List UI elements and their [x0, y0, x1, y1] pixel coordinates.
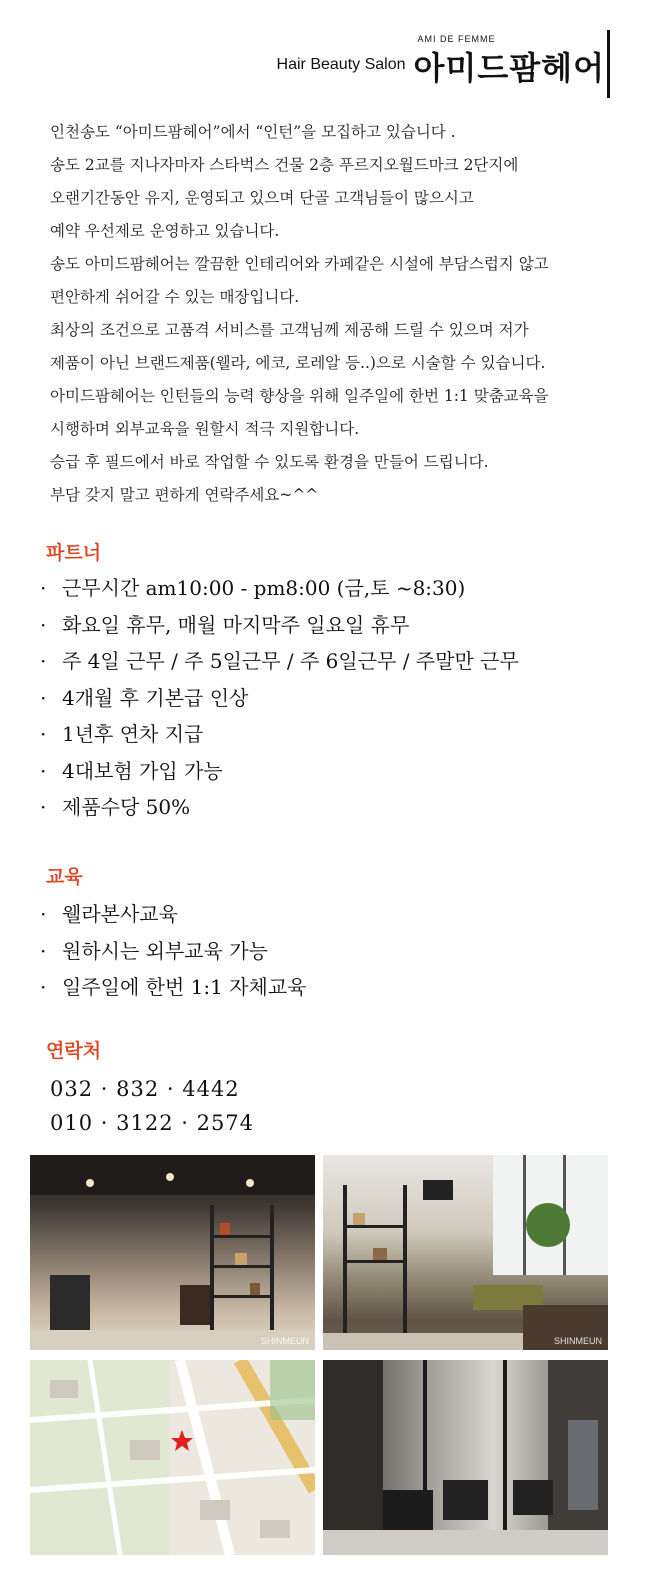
- photo-credit: SHINMEUN: [553, 1336, 602, 1346]
- bullet-icon: ·: [40, 795, 47, 819]
- partner-section-title: 파트너: [46, 542, 102, 564]
- list-item-text: 1년후 연차 지급: [62, 722, 204, 746]
- list-item-text: 근무시간 am10:00 - pm8:00 (금,토 ~8:30): [62, 576, 466, 600]
- bullet-icon: ·: [40, 685, 47, 710]
- intro-text: [50, 116, 620, 512]
- intro-line: 예약 우선제로 운영하고 있습니다.: [50, 222, 280, 240]
- list-item: [40, 933, 306, 970]
- list-item: [40, 716, 519, 753]
- salon-chairs-illustration: [323, 1360, 608, 1555]
- phone-number: 032 · 832 · 4442: [50, 1077, 240, 1101]
- list-item: [40, 643, 519, 680]
- intro-line: 아미드팜헤어는 인턴들의 능력 향상을 위해 일주일에 한번 1:1 맞춤교육을: [50, 387, 549, 405]
- list-item-text: 제품수당 50%: [62, 795, 191, 819]
- contact-phones: [50, 1072, 254, 1140]
- contact-section-title: 연락처: [46, 1040, 102, 1062]
- intro-line: 승급 후 필드에서 바로 작업할 수 있도록 환경을 만들어 드립니다.: [50, 453, 489, 471]
- intro-line: 인천송도 “아미드팜헤어”에서 “인턴”을 모집하고 있습니다 .: [50, 123, 456, 141]
- bullet-icon: ·: [40, 975, 47, 999]
- bullet-icon: ·: [40, 649, 47, 673]
- intro-line: 편안하게 쉬어갈 수 있는 매장입니다.: [50, 288, 300, 306]
- list-item-text: 웰라본사교육: [62, 902, 178, 926]
- salon-chairs-photo: [323, 1360, 608, 1555]
- list-item: [40, 896, 306, 933]
- salon-logo: [414, 30, 610, 98]
- logo-tagline: AMI DE FEMME: [417, 34, 496, 44]
- salon-lounge-photo: [323, 1155, 608, 1350]
- list-item: [40, 607, 519, 644]
- list-item: [40, 680, 519, 717]
- list-item-text: 주 4일 근무 / 주 5일근무 / 주 6일근무 / 주말만 근무: [62, 649, 519, 673]
- bullet-icon: ·: [40, 576, 47, 600]
- intro-line: 최상의 조건으로 고품격 서비스를 고객님께 제공해 드릴 수 있으며 저가: [50, 321, 529, 339]
- list-item-text: 4대보험 가입 가능: [62, 758, 223, 783]
- intro-line: 제품이 아닌 브랜드제품(웰라, 에코, 로레알 등..)으로 시술할 수 있습니다.: [50, 354, 546, 372]
- header-subtitle: Hair Beauty Salon: [276, 56, 406, 73]
- intro-line: 오랜기간동안 유지, 운영되고 있으며 단골 고객님들이 많으시고: [50, 189, 474, 207]
- intro-line: 시행하며 외부교육을 원할시 적극 지원합니다.: [50, 420, 360, 438]
- intro-line: 송도 아미드팜헤어는 깔끔한 인테리어와 카페같은 시설에 부담스럽지 않고: [50, 255, 549, 273]
- list-item-text: 일주일에 한번 1:1 자체교육: [62, 975, 307, 999]
- bullet-icon: ·: [40, 612, 47, 637]
- bullet-icon: ·: [40, 902, 47, 926]
- education-list: [40, 896, 306, 1006]
- photo-credit: SHINMEUN: [260, 1336, 309, 1346]
- bullet-icon: ·: [40, 722, 47, 746]
- intro-line: 송도 2교를 지나자마자 스타벅스 건물 2층 푸르지오월드마크 2단지에: [50, 156, 519, 174]
- location-map: [30, 1360, 315, 1555]
- partner-list: [40, 570, 519, 826]
- bullet-icon: ·: [40, 758, 47, 783]
- list-item: [40, 753, 519, 790]
- education-section-title: 교육: [46, 866, 83, 888]
- salon-interior-photo: [30, 1155, 315, 1350]
- map-illustration: [30, 1360, 315, 1555]
- list-item-text: 원하시는 외부교육 가능: [62, 938, 268, 963]
- bullet-icon: ·: [40, 938, 47, 963]
- list-item-text: 화요일 휴무, 매월 마지막주 일요일 휴무: [62, 612, 410, 637]
- salon-lounge-illustration: [323, 1155, 608, 1350]
- logo-text: 아미드팜헤어: [414, 30, 610, 98]
- phone-number: 010 · 3122 · 2574: [50, 1111, 255, 1135]
- salon-interior-illustration: [30, 1155, 315, 1350]
- list-item: [40, 789, 519, 826]
- list-item: [40, 570, 519, 607]
- list-item-text: 4개월 후 기본급 인상: [62, 685, 249, 710]
- intro-line: 부담 갖지 말고 편하게 연락주세요~^^: [50, 486, 319, 504]
- list-item: [40, 969, 306, 1006]
- header: [277, 30, 610, 98]
